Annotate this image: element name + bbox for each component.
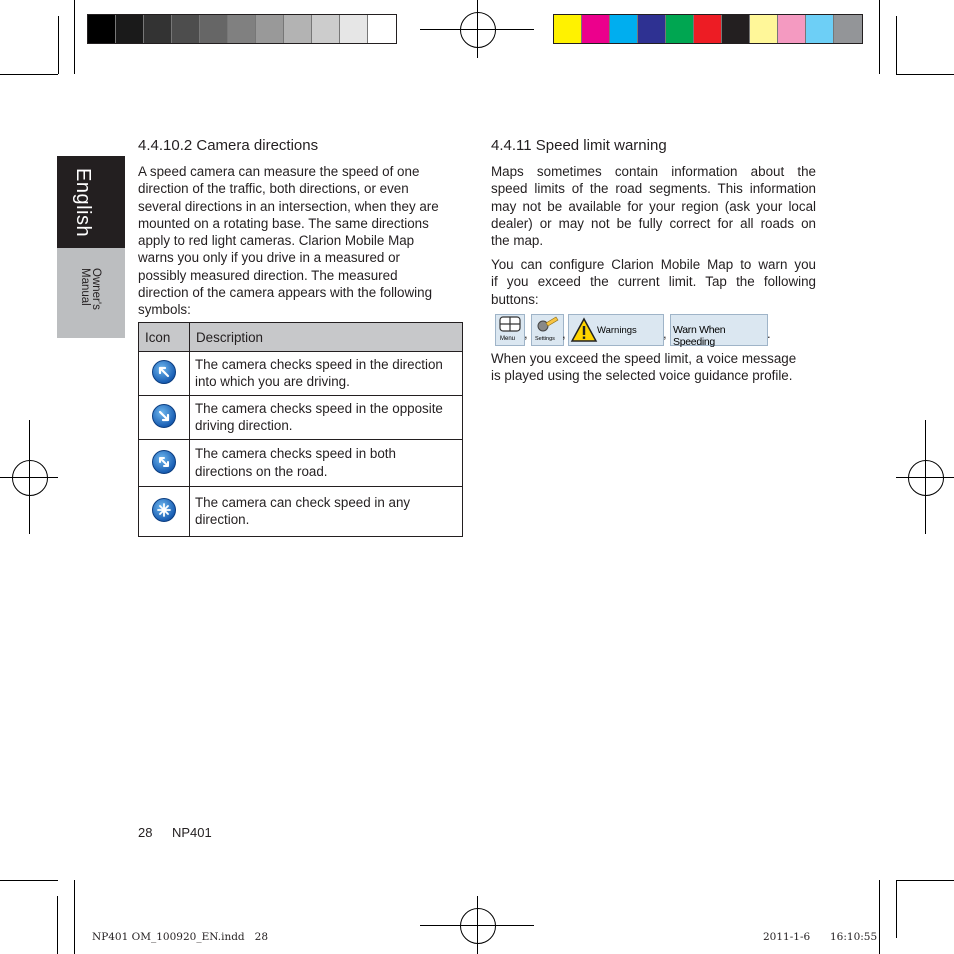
crop-mark: [896, 880, 897, 938]
color-swatch: [666, 15, 694, 43]
grayscale-bar: [87, 14, 397, 44]
settings-icon: [532, 315, 563, 335]
color-swatch: [144, 15, 172, 43]
language-label: English: [72, 168, 94, 238]
warning-triangle-icon: [570, 316, 598, 344]
table-row: [139, 396, 463, 440]
page-number: 28: [138, 825, 153, 840]
slug-filename: NP401 OM_100920_EN.indd 28: [92, 931, 269, 943]
model-name: NP401: [172, 825, 212, 840]
text-line: symbols:: [138, 302, 191, 318]
text-line: A speed camera can measure the speed of one: [138, 164, 420, 179]
registration-mark-line: [477, 896, 478, 954]
text-line: direction of the camera appears with the following: [138, 285, 433, 301]
camera-directions-paragraph: [138, 163, 468, 319]
color-swatch: [582, 15, 610, 43]
color-swatch: [256, 15, 284, 43]
text-line: direction.: [195, 512, 250, 527]
text-line: directions on the road.: [195, 463, 328, 479]
text-line: dealer) or may not be fully correct for all roads on: [491, 215, 816, 231]
section-heading-speed-limit-warning: 4.4.11 Speed limit warning: [491, 137, 667, 154]
table-row: [139, 440, 463, 487]
text-line: may not be available for your region (ask your local: [491, 198, 816, 214]
text-line: if you exceed the current limit. Tap the following: [491, 274, 816, 290]
crop-mark: [0, 880, 58, 881]
color-swatch: [312, 15, 340, 43]
registration-mark-line: [29, 420, 30, 534]
text-line: the map.: [491, 233, 544, 249]
registration-mark-line: [477, 0, 478, 58]
crop-mark: [74, 0, 75, 74]
table-header-description: Description: [190, 323, 463, 352]
text-line: warns you only if you drive in a measured or: [138, 250, 400, 266]
crop-mark: [57, 896, 58, 954]
table-cell-description: [190, 352, 463, 396]
slug-time: 16:10:55: [830, 931, 878, 943]
color-swatch: [778, 15, 806, 43]
color-swatch: [340, 15, 368, 43]
separator: ,: [524, 326, 528, 341]
table-row: [139, 352, 463, 396]
table-row: [139, 487, 463, 537]
speed-limit-paragraph-1: [491, 163, 816, 249]
text-line: Maps sometimes contain information about the: [491, 164, 816, 179]
period: .: [767, 326, 771, 341]
text-line: mounted on a rotating base. The same directions: [138, 215, 429, 231]
color-swatch: [228, 15, 256, 43]
warnings-button-label: Warnings: [597, 325, 637, 336]
slug-date: 2011-1-6: [763, 931, 811, 943]
crop-mark: [879, 880, 880, 954]
text-line: direction of the traffic, both directions, or even: [138, 181, 409, 197]
crop-mark: [74, 880, 75, 954]
table-cell-icon: [139, 396, 190, 440]
registration-mark: [12, 460, 48, 496]
owners-manual-tab: [57, 248, 125, 338]
settings-button-image: [531, 314, 564, 346]
text-line: When you exceed the speed limit, a voice message: [491, 351, 797, 366]
text-line: The camera checks speed in the opposite: [195, 400, 443, 416]
manual-label: Manual: [79, 268, 91, 306]
text-line: is played using the selected voice guidance profile.: [491, 368, 793, 384]
registration-mark-line: [925, 420, 926, 534]
text-line: apply to red light cameras. Clarion Mobile Map: [138, 233, 415, 249]
color-swatch: [284, 15, 312, 43]
table-cell-description: [190, 396, 463, 440]
color-swatch: [722, 15, 750, 43]
text-line: The camera can check speed in any: [195, 494, 411, 510]
color-swatch: [554, 15, 582, 43]
color-swatch: [116, 15, 144, 43]
text-line: buttons:: [491, 291, 539, 307]
text-line: possibly measured direction. The measured: [138, 267, 398, 283]
table-header-icon: Icon: [139, 323, 190, 352]
camera-any-direction-icon: [152, 498, 176, 522]
warn-when-speeding-button-image: [670, 314, 768, 346]
color-swatch: [750, 15, 778, 43]
menu-icon: [496, 315, 524, 335]
camera-directions-table: [138, 322, 463, 537]
table-cell-description: [190, 487, 463, 537]
settings-button-label: Settings: [535, 336, 555, 342]
section-heading-camera-directions: 4.4.10.2 Camera directions: [138, 137, 319, 154]
table-cell-icon: [139, 440, 190, 487]
color-swatch: [610, 15, 638, 43]
warn-when-speeding-label: Warn When Speeding: [673, 324, 726, 348]
color-swatch: [172, 15, 200, 43]
crop-mark: [0, 74, 58, 75]
separator: ,: [663, 326, 667, 341]
color-swatch: [806, 15, 834, 43]
table-cell-icon: [139, 487, 190, 537]
text-line: The camera checks speed in both: [195, 446, 396, 462]
table-header-row: [139, 323, 463, 352]
color-swatch: [368, 15, 396, 43]
menu-button-image: [495, 314, 525, 346]
speed-limit-paragraph-2: [491, 256, 816, 308]
owners-label: Owner's: [90, 268, 102, 310]
language-tab: [57, 156, 125, 248]
crop-mark: [896, 16, 897, 74]
camera-opposite-direction-icon: [152, 404, 176, 428]
crop-mark: [896, 74, 954, 75]
registration-mark: [460, 12, 496, 48]
text-line: driving direction.: [195, 418, 293, 433]
color-swatch: [638, 15, 666, 43]
color-swatch: [694, 15, 722, 43]
color-swatch: [88, 15, 116, 43]
text-line: speed limits of the road segments. This information: [491, 181, 816, 197]
menu-button-label: Menu: [500, 336, 516, 342]
crop-mark: [896, 880, 954, 881]
text-line: several directions in an intersection, when they are: [138, 198, 439, 214]
registration-mark: [460, 908, 496, 944]
text-line: You can configure Clarion Mobile Map to warn you: [491, 257, 816, 272]
separator: ,: [562, 326, 566, 341]
speed-limit-paragraph-3: [491, 350, 821, 385]
table-cell-description: [190, 440, 463, 487]
text-line: into which you are driving.: [195, 374, 350, 389]
camera-one-direction-icon: [152, 360, 176, 384]
camera-both-directions-icon: [152, 450, 176, 474]
crop-mark: [58, 16, 59, 74]
warnings-button-image: [568, 314, 664, 346]
color-swatch: [200, 15, 228, 43]
color-bar: [553, 14, 863, 44]
color-swatch: [834, 15, 862, 43]
text-line: The camera checks speed in the direction: [195, 356, 443, 372]
table-cell-icon: [139, 352, 190, 396]
crop-mark: [879, 0, 880, 74]
registration-mark: [908, 460, 944, 496]
